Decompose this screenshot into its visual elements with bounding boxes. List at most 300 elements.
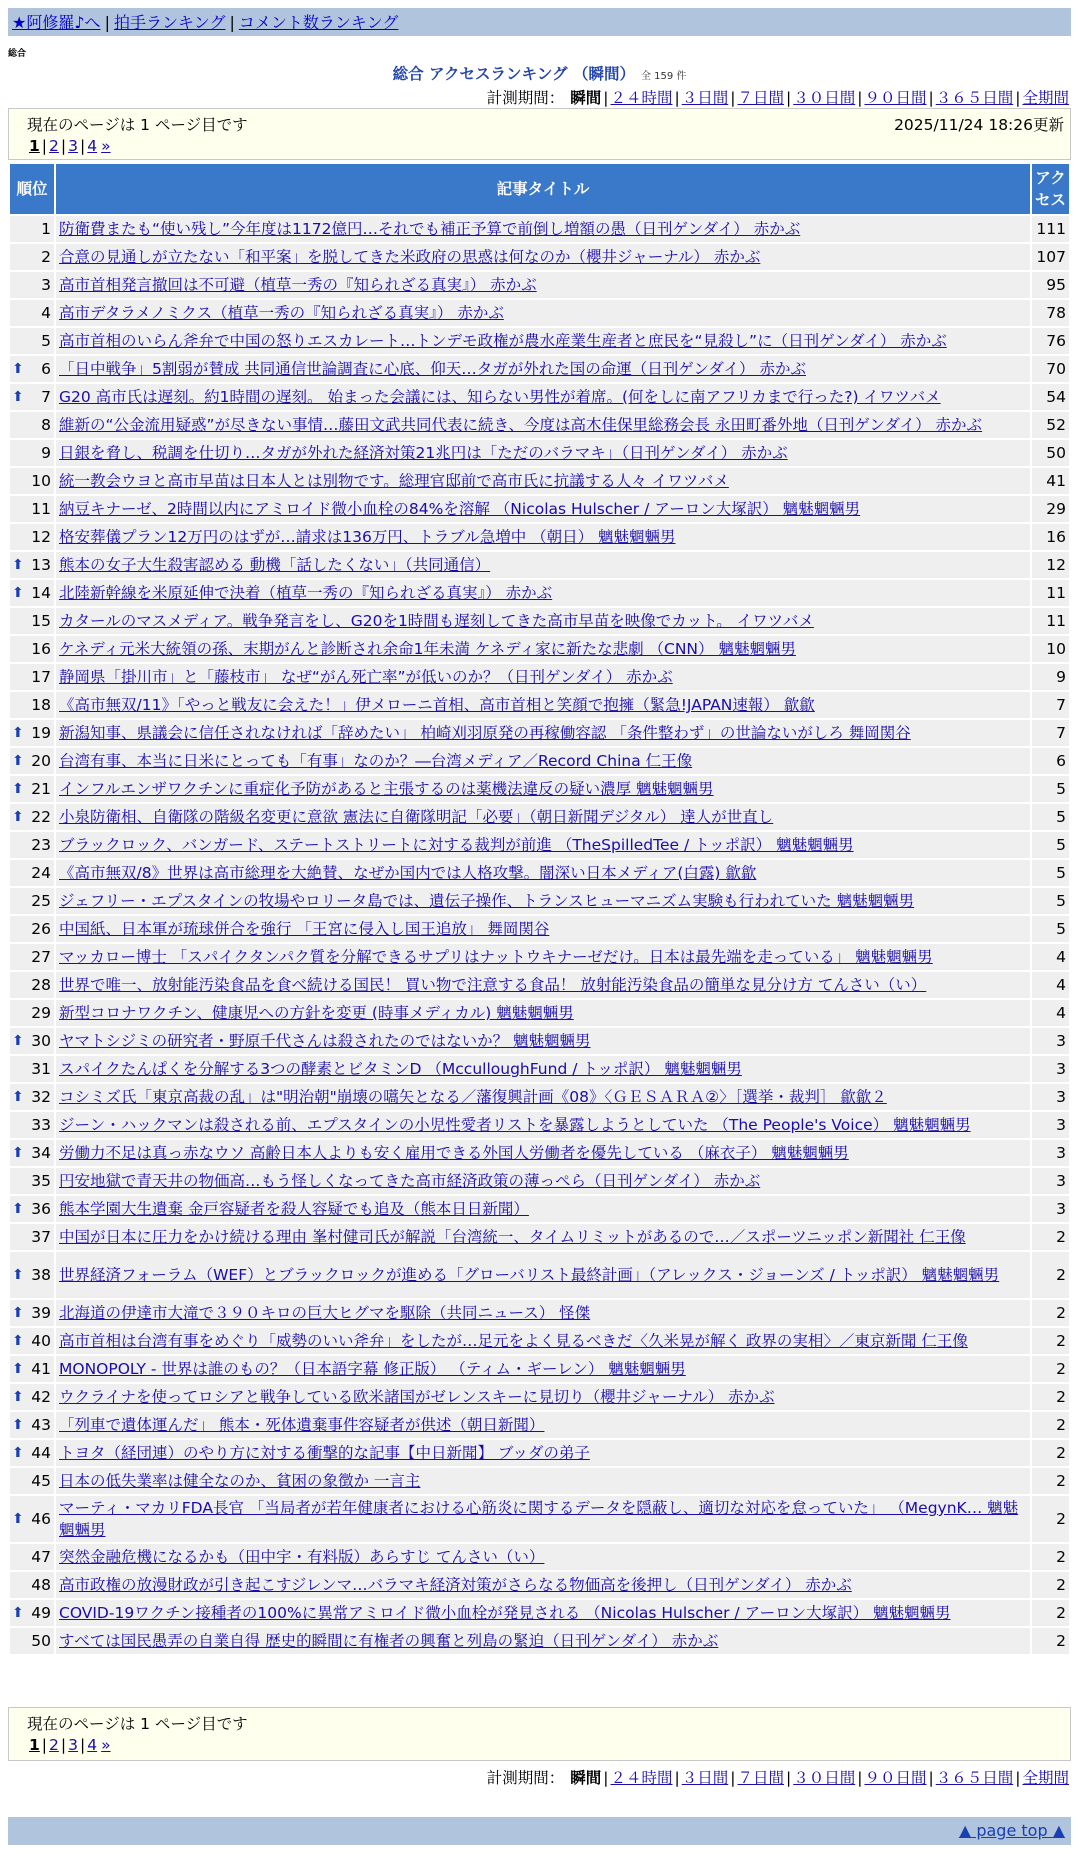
page-status: 現在のページは 1 ページ目です [27, 116, 248, 134]
access-count: 41 [1032, 468, 1069, 494]
table-row [10, 580, 1069, 606]
rank-cell [10, 1224, 54, 1250]
ranking-table [8, 162, 1071, 1656]
table-row [10, 832, 1069, 858]
table-row [10, 888, 1069, 914]
access-count: 2 [1032, 1572, 1069, 1598]
rank-number: 3 [41, 276, 51, 294]
title-cell [56, 804, 1030, 830]
rank-cell [10, 1112, 54, 1138]
rank-number: 10 [31, 472, 51, 490]
title-header: 記事タイトル [56, 164, 1030, 214]
rank-number: 4 [41, 304, 51, 322]
up-arrow-icon: ⬆ [12, 1089, 24, 1105]
page-link[interactable]: 4 [87, 1736, 98, 1754]
access-count: 3 [1032, 1112, 1069, 1138]
article-link[interactable]: 格安葬儀プラン12万円のはずが…請求は136万円、トラブル急増中 （朝日） 魑魅魍魎男 [59, 528, 676, 546]
rank-cell [10, 524, 54, 550]
article-link[interactable]: 維新の“公金流用疑惑”が尽きない事情…藤田文武共同代表に続き、今度は高木佳保里総務会長 永田町番外地（日刊ゲンダイ） 赤かぶ [59, 416, 983, 434]
title-cell [56, 1544, 1030, 1570]
rank-number: 35 [31, 1172, 51, 1190]
access-count: 2 [1032, 1300, 1069, 1326]
rank-cell [10, 300, 54, 326]
up-arrow-icon: ⬆ [12, 389, 24, 405]
rank-cell [10, 412, 54, 438]
access-count: 7 [1032, 692, 1069, 718]
rank-cell [10, 720, 54, 746]
separator: | [928, 89, 934, 107]
period-current: 瞬間 [570, 89, 602, 107]
title-cell [56, 244, 1030, 270]
period-link[interactable]: ９０日間 [864, 1769, 927, 1787]
access-count: 5 [1032, 804, 1069, 830]
period-link[interactable]: ３０日間 [793, 1769, 856, 1787]
access-count: 11 [1032, 580, 1069, 606]
page-title: 総合 アクセスランキング （瞬間） [392, 65, 635, 83]
separator: | [674, 1769, 680, 1787]
table-row [10, 664, 1069, 690]
article-link[interactable]: 円安地獄で青天井の物価高…もう怪しくなってきた高市経済政策の薄っぺら（日刊ゲンダイ） 赤かぶ [59, 1172, 761, 1190]
table-row [10, 748, 1069, 774]
page-current: 1 [29, 137, 40, 155]
separator: | [603, 89, 609, 107]
rank-cell [10, 216, 54, 242]
title-cell [56, 1252, 1030, 1298]
article-link[interactable]: 日銀を脅し、税調を仕切り…タガが外れた経済対策21兆円は「ただのバラマキ」（日刊ゲンダイ） 赤かぶ [59, 444, 788, 462]
table-row [10, 1496, 1069, 1542]
title-cell [56, 860, 1030, 886]
next-page-link[interactable]: » [101, 137, 111, 155]
access-header: アクセス [1032, 164, 1069, 214]
table-row [10, 244, 1069, 270]
rank-number: 42 [31, 1388, 51, 1406]
article-link[interactable]: 世界で唯一、放射能汚染食品を食べ続ける国民！ 買い物で注意する食品！ 放射能汚染食品の簡単な見分け方 てんさい（い） [59, 976, 927, 994]
article-link[interactable]: 小泉防衛相、自衛隊の階級名変更に意欲 憲法に自衛隊明記「必要」（朝日新聞デジタル） 達人が世直し [59, 808, 774, 826]
period-selector-top [487, 86, 1071, 108]
article-link[interactable]: ヤマトシジミの研究者・野原千代さんは殺されたのではないか？ 魑魅魍魎男 [59, 1032, 591, 1050]
title-cell [56, 440, 1030, 466]
rank-number: 43 [31, 1416, 51, 1434]
rank-number: 31 [31, 1060, 51, 1078]
ranking-rows [10, 216, 1069, 1654]
page-info-top [8, 108, 1071, 160]
title-cell [56, 664, 1030, 690]
title-cell [56, 1412, 1030, 1438]
article-link[interactable]: 防衛費またも“使い残し”今年度は1172億円…それでも補正予算で前倒し増額の愚（日刊ゲンダイ） 赤かぶ [59, 220, 801, 238]
rank-cell [10, 944, 54, 970]
title-cell [56, 496, 1030, 522]
period-link[interactable]: 全期間 [1022, 1769, 1069, 1787]
article-link[interactable]: 高市首相発言撤回は不可避（植草一秀の『知られざる真実』） 赤かぶ [59, 276, 537, 294]
article-link[interactable]: すべては国民愚弄の自業自得 歴史的瞬間に有権者の興奮と列島の緊迫（日刊ゲンダイ） 赤かぶ [59, 1632, 719, 1650]
period-link[interactable]: ２４時間 [610, 89, 673, 107]
access-count: 2 [1032, 1328, 1069, 1354]
title-cell [56, 1600, 1030, 1626]
rank-cell [10, 1384, 54, 1410]
article-link[interactable]: 高市首相は台湾有事をめぐり「威勢のいい斧弁」をしたが…足元をよく見るべきだ〈久米晃が解く 政界の実相〉／東京新聞 仁王像 [59, 1332, 968, 1350]
rank-number: 36 [31, 1200, 51, 1218]
period-link[interactable]: ２４時間 [610, 1769, 673, 1787]
title-cell [56, 412, 1030, 438]
rank-number: 30 [31, 1032, 51, 1050]
table-row [10, 1384, 1069, 1410]
rank-cell [10, 1028, 54, 1054]
table-row [10, 356, 1069, 382]
article-link[interactable]: 高市政権の放漫財政が引き起こすジレンマ…バラマキ経済対策がさらなる物価高を後押し（日刊ゲンダイ） 赤かぶ [59, 1576, 852, 1594]
up-arrow-icon: ⬆ [12, 1605, 24, 1621]
article-link[interactable]: COVID-19ワクチン接種者の100%に異常アミロイド微小血栓が発見される （Nicolas Hulscher / アーロン大塚訳） 魑魅魍魎男 [59, 1604, 951, 1622]
title-cell [56, 692, 1030, 718]
article-link[interactable]: MONOPOLY - 世界は誰のもの？（日本語字幕 修正版） （ティム・ギーレン） 魑魅魍魎男 [59, 1360, 686, 1378]
table-row [10, 692, 1069, 718]
rank-number: 49 [31, 1604, 51, 1622]
rank-cell [10, 356, 54, 382]
article-link[interactable]: 《高市無双/11》「やっと戦友に会えた！」伊メローニ首相、高市首相と笑顔で抱擁（緊急!JAPAN速報） 歙歙 [59, 696, 815, 714]
article-link[interactable]: マーティ・マカリFDA長官 「当局者が若年健康者における心筋炎に関するデータを隠蔽し、適切な対応を怠っていた」 （MegynK… 魑魅魍魎男 [59, 1499, 1019, 1539]
title-cell [56, 1328, 1030, 1354]
rank-cell [10, 1600, 54, 1626]
article-link[interactable]: 「列車で遺体運んだ」 熊本・死体遺棄事件容疑者が供述（朝日新聞） [59, 1416, 545, 1434]
table-row [10, 1196, 1069, 1222]
comment-ranking-link[interactable]: コメント数ランキング [238, 13, 399, 32]
rank-number: 46 [31, 1510, 51, 1528]
access-count: 52 [1032, 412, 1069, 438]
article-link[interactable]: 熊本学園大生遺棄 金戸容疑者を殺人容疑でも追及（熊本日日新聞） [59, 1200, 529, 1218]
title-cell [56, 776, 1030, 802]
rank-cell [10, 1440, 54, 1466]
rank-cell [10, 1168, 54, 1194]
title-cell [56, 1572, 1030, 1598]
title-cell [56, 300, 1030, 326]
page-link[interactable]: 4 [87, 137, 98, 155]
rank-number: 8 [41, 416, 51, 434]
period-link[interactable]: ７日間 [737, 1769, 784, 1787]
rank-cell [10, 832, 54, 858]
title-cell [56, 748, 1030, 774]
period-link[interactable]: ３日間 [681, 1769, 729, 1787]
period-link[interactable]: ３日間 [681, 89, 729, 107]
article-link[interactable]: 世界経済フォーラム（WEF）とブラックロックが進める「グローバリスト最終計画」（アレックス・ジョーンズ / トッポ訳） 魑魅魍魎男 [59, 1266, 1000, 1284]
rank-cell [10, 272, 54, 298]
rank-number: 41 [31, 1360, 51, 1378]
rank-cell [10, 1572, 54, 1598]
rank-number: 2 [41, 248, 51, 266]
table-row [10, 1328, 1069, 1354]
separator: | [857, 89, 863, 107]
rank-cell [10, 1412, 54, 1438]
access-count: 2 [1032, 1356, 1069, 1382]
article-link[interactable]: ブラックロック、バンガード、ステートストリートに対する裁判が前進 （TheSpilledTee / トッポ訳） 魑魅魍魎男 [59, 836, 854, 854]
rank-cell [10, 244, 54, 270]
article-link[interactable]: 熊本の女子大生殺害認める 動機「話したくない」（共同通信） [59, 556, 491, 574]
item-count: 全 159 件 [640, 71, 687, 82]
article-link[interactable]: マッカロー博士 「スパイクタンパク質を分解できるサプリはナットウキナーゼだけ。日本は最先端を走っている」 魑魅魍魎男 [59, 948, 933, 966]
table-row [10, 944, 1069, 970]
page-link[interactable]: 3 [68, 137, 79, 155]
separator: | [41, 1736, 48, 1754]
title-cell [56, 272, 1030, 298]
updated-time: 2025/11/24 18:26更新 [894, 116, 1064, 134]
article-link[interactable]: 新潟知事、県議会に信任されなければ「辞めたい」 柏崎刈羽原発の再稼働容認 「条件整わず」の世論ないがしろ 舞岡関谷 [59, 724, 911, 742]
title-cell [56, 1300, 1030, 1326]
access-count: 12 [1032, 552, 1069, 578]
up-arrow-icon: ⬆ [12, 1145, 24, 1161]
rank-number: 20 [31, 752, 51, 770]
rank-number: 28 [31, 976, 51, 994]
table-row [10, 1356, 1069, 1382]
access-count: 2 [1032, 1544, 1069, 1570]
article-link[interactable]: 北海道の伊達市大滝で３９０キロの巨大ヒグマを駆除（共同ニュース） 怪傑 [59, 1304, 591, 1322]
article-link[interactable]: カタールのマスメディア。戦争発言をし、G20を1時間も遅刻してきた高市早苗を映像でカット。 イワツバメ [59, 612, 814, 630]
article-link[interactable]: 突然金融危機になるかも（田中宇・有料版）あらすじ てんさい（い） [59, 1548, 545, 1566]
separator: | [80, 1736, 86, 1754]
title-cell [56, 1628, 1030, 1654]
up-arrow-icon: ⬆ [12, 1305, 24, 1321]
article-link[interactable]: ジェフリー・エプスタインの牧場やロリータ島では、遺伝子操作、トランスヒューマニズム実験も行われていた 魑魅魍魎男 [59, 892, 915, 910]
table-row [10, 1300, 1069, 1326]
title-cell [56, 972, 1030, 998]
up-arrow-icon: ⬆ [12, 1417, 24, 1433]
article-link[interactable]: ジーン・ハックマンは殺される前、エプスタインの小児性愛者リストを暴露しようとしていた （The People's Voice） 魑魅魍魎男 [59, 1116, 971, 1134]
separator: | [60, 1736, 67, 1754]
article-link[interactable]: 日本の低失業率は健全なのか、貧困の象徴か 一言主 [59, 1472, 421, 1490]
page-link[interactable]: 2 [49, 1736, 59, 1754]
up-arrow-icon: ⬆ [12, 1267, 24, 1283]
separator: | [730, 1769, 736, 1787]
title-cell [56, 552, 1030, 578]
article-link[interactable]: 《高市無双/8》世界は高市総理を大絶賛、なぜか国内では人格攻撃。闇深い日本メディア(白露) 歙歙 [59, 864, 757, 882]
rank-number: 13 [31, 556, 51, 574]
rank-number: 27 [31, 948, 51, 966]
rank-cell [10, 972, 54, 998]
table-row [10, 1000, 1069, 1026]
rank-number: 23 [31, 836, 51, 854]
up-arrow-icon: ⬆ [12, 557, 24, 573]
access-count: 78 [1032, 300, 1069, 326]
access-count: 9 [1032, 664, 1069, 690]
table-row [10, 272, 1069, 298]
rank-cell [10, 916, 54, 942]
rank-number: 44 [31, 1444, 51, 1462]
separator: | [1015, 1769, 1021, 1787]
page-current: 1 [29, 1736, 40, 1754]
access-count: 5 [1032, 888, 1069, 914]
period-link[interactable]: ９０日間 [864, 89, 927, 107]
access-count: 2 [1032, 1440, 1069, 1466]
rank-number: 33 [31, 1116, 51, 1134]
rank-cell [10, 888, 54, 914]
table-row [10, 384, 1069, 410]
rank-number: 21 [31, 780, 51, 798]
rank-cell [10, 636, 54, 662]
article-link[interactable]: 合意の見通しが立たない「和平案」を脱してきた米政府の思惑は何なのか（櫻井ジャーナル） 赤かぶ [59, 248, 761, 266]
period-link[interactable]: ３６５日間 [935, 1769, 1014, 1787]
rank-number: 26 [31, 920, 51, 938]
access-count: 70 [1032, 356, 1069, 382]
article-link[interactable]: ケネディ元米大統領の孫、末期がんと診断され余命1年未満 ケネディ家に新たな悲劇 （CNN） 魑魅魍魎男 [59, 640, 796, 658]
table-row [10, 524, 1069, 550]
rank-cell [10, 1196, 54, 1222]
rank-number: 40 [31, 1332, 51, 1350]
rank-number: 24 [31, 864, 51, 882]
table-row [10, 1412, 1069, 1438]
article-link[interactable]: ウクライナを使ってロシアと戦争している欧米諸国がゼレンスキーに見切り（櫻井ジャーナル） 赤かぶ [59, 1388, 775, 1406]
article-link[interactable]: コシミズ氏「東京高裁の乱」は"明治朝"崩壊の嚆矢となる／藩復興計画《08》〈ＧＥＳＡＲＡ②〉［選挙・裁判］ 歙歙２ [59, 1088, 887, 1106]
rank-cell [10, 1056, 54, 1082]
table-row [10, 468, 1069, 494]
access-count: 2 [1032, 1600, 1069, 1626]
article-link[interactable]: 高市デタラメノミクス（植草一秀の『知られざる真実』） 赤かぶ [59, 304, 504, 322]
next-page-link[interactable]: » [101, 1736, 111, 1754]
period-label: 計測期間： [486, 89, 565, 107]
separator: | [603, 1769, 609, 1787]
page-link[interactable]: 3 [68, 1736, 79, 1754]
access-count: 107 [1032, 244, 1069, 270]
article-link[interactable]: 納豆キナーゼ、2時間以内にアミロイド微小血栓の84%を溶解 （Nicolas Hulscher / アーロン大塚訳） 魑魅魍魎男 [59, 500, 861, 518]
title-cell [56, 916, 1030, 942]
rank-number: 34 [31, 1144, 51, 1162]
up-arrow-icon: ⬆ [12, 1361, 24, 1377]
page-info-bottom [8, 1707, 1071, 1761]
title-cell [56, 1224, 1030, 1250]
access-count: 3 [1032, 1084, 1069, 1110]
separator: | [730, 89, 736, 107]
access-count: 4 [1032, 1000, 1069, 1026]
separator: | [104, 13, 110, 32]
period-link[interactable]: ３６５日間 [935, 89, 1014, 107]
rank-cell [10, 1544, 54, 1570]
title-cell [56, 832, 1030, 858]
separator: | [674, 89, 680, 107]
rank-cell [10, 664, 54, 690]
title-cell [56, 468, 1030, 494]
access-count: 2 [1032, 1628, 1069, 1654]
separator: | [60, 137, 67, 155]
rank-number: 25 [31, 892, 51, 910]
home-link[interactable]: ★阿修羅♪へ [12, 13, 101, 32]
table-row [10, 1084, 1069, 1110]
rank-cell [10, 608, 54, 634]
separator: | [41, 137, 48, 155]
title-cell [56, 1468, 1030, 1494]
access-count: 2 [1032, 1468, 1069, 1494]
access-count: 11 [1032, 608, 1069, 634]
rank-cell [10, 1356, 54, 1382]
title-cell [56, 720, 1030, 746]
access-count: 5 [1032, 776, 1069, 802]
period-link[interactable]: 全期間 [1022, 89, 1069, 107]
table-row [10, 720, 1069, 746]
access-count: 5 [1032, 916, 1069, 942]
table-row [10, 860, 1069, 886]
article-link[interactable]: 新型コロナワクチン、健康児への方針を変更 (時事メディカル) 魑魅魍魎男 [59, 1004, 574, 1022]
title-cell [56, 1356, 1030, 1382]
rank-cell [10, 1300, 54, 1326]
title-cell [56, 1112, 1030, 1138]
article-link[interactable]: 北陸新幹線を米原延伸で決着（植草一秀の『知られざる真実』） 赤かぶ [59, 584, 553, 602]
period-link[interactable]: ７日間 [737, 89, 784, 107]
rank-number: 16 [31, 640, 51, 658]
rank-number: 5 [41, 332, 51, 350]
access-count: 95 [1032, 272, 1069, 298]
table-row [10, 300, 1069, 326]
article-link[interactable]: トヨタ（経団連）のやり方に対する衝撃的な記事【中日新聞】 ブッダの弟子 [59, 1444, 590, 1462]
table-row [10, 216, 1069, 242]
rank-header: 順位 [10, 164, 54, 214]
article-link[interactable]: 台湾有事、本当に日米にとっても「有事」なのか？―台湾メディア／Record China 仁王像 [59, 752, 693, 770]
access-count: 4 [1032, 972, 1069, 998]
title-cell [56, 328, 1030, 354]
title-cell [56, 1056, 1030, 1082]
access-count: 5 [1032, 832, 1069, 858]
rank-cell [10, 1252, 54, 1298]
rank-number: 12 [31, 528, 51, 546]
table-row [10, 1544, 1069, 1570]
article-link[interactable]: 統一教会ウヨと高市早苗は日本人とは別物です。総理官邸前で高市氏に抗議する人々 イワツバメ [59, 472, 729, 490]
table-row [10, 972, 1069, 998]
up-arrow-icon: ⬆ [12, 809, 24, 825]
article-link[interactable]: 静岡県「掛川市」と「藤枝市」 なぜ“がん死亡率”が低いのか？（日刊ゲンダイ） 赤かぶ [59, 668, 673, 686]
title-cell [56, 1084, 1030, 1110]
top-navigation [8, 8, 1071, 36]
article-link[interactable]: 労働力不足は真っ赤なウソ 高齢日本人よりも安く雇用できる外国人労働者を優先している （麻衣子） 魑魅魍魎男 [59, 1144, 849, 1162]
pagination-bottom [27, 1736, 113, 1754]
up-arrow-icon: ⬆ [12, 753, 24, 769]
access-count: 76 [1032, 328, 1069, 354]
access-count: 29 [1032, 496, 1069, 522]
access-count: 10 [1032, 636, 1069, 662]
table-row [10, 1440, 1069, 1466]
rank-cell [10, 580, 54, 606]
rank-number: 48 [31, 1576, 51, 1594]
rank-number: 6 [41, 360, 51, 378]
rank-number: 50 [31, 1632, 51, 1650]
article-link[interactable]: 中国が日本に圧力をかけ続ける理由 峯村健司氏が解説「台湾統一、タイムリミットがあるので…／スポーツニッポン新聞社 仁王像 [59, 1228, 966, 1246]
period-selector-bottom [487, 1766, 1071, 1788]
article-link[interactable]: 高市首相のいらん斧弁で中国の怒りエスカレート…トンデモ政権が農水産業生産者と庶民を“見殺し”に（日刊ゲンダイ） 赤かぶ [59, 332, 947, 350]
up-arrow-icon: ⬆ [12, 1511, 24, 1527]
period-label: 計測期間： [486, 1769, 565, 1787]
title-cell [56, 1140, 1030, 1166]
rank-number: 22 [31, 808, 51, 826]
rank-cell [10, 1000, 54, 1026]
rank-number: 11 [31, 500, 51, 518]
period-link[interactable]: ３０日間 [793, 89, 856, 107]
rank-cell [10, 748, 54, 774]
article-link[interactable]: インフルエンザワクチンに重症化予防があると主張するのは薬機法違反の疑い濃厚 魑魅魍魎男 [59, 780, 714, 798]
access-count: 3 [1032, 1168, 1069, 1194]
article-link[interactable]: 中国紙、日本軍が琉球併合を強行 「王宮に侵入し国王追放」 舞岡関谷 [59, 920, 550, 938]
article-link[interactable]: G20 高市氏は遅刻。約1時間の遅刻。 始まった会議には、知らない男性が着席。(何をしに南アフリカまで行った?) イワツバメ [59, 388, 941, 406]
table-row [10, 1168, 1069, 1194]
page-top-link[interactable]: ▲ page top ▲ [958, 1821, 1065, 1840]
table-row [10, 412, 1069, 438]
access-count: 2 [1032, 1496, 1069, 1542]
article-link[interactable]: スパイクたんぱくを分解する3つの酵素とビタミンD （McculloughFund / トッポ訳） 魑魅魍魎男 [59, 1060, 742, 1078]
rank-cell [10, 692, 54, 718]
title-cell [56, 1496, 1030, 1542]
bottom-bar [8, 1817, 1071, 1845]
clap-ranking-link[interactable]: 拍手ランキング [113, 13, 226, 32]
article-link[interactable]: 「日中戦争」5割弱が賛成 共同通信世論調査に心底、仰天…タガが外れた国の命運（日刊ゲンダイ） 赤かぶ [59, 360, 806, 378]
rank-cell [10, 1628, 54, 1654]
access-count: 3 [1032, 1028, 1069, 1054]
table-row [10, 1140, 1069, 1166]
title-cell [56, 1384, 1030, 1410]
rank-cell [10, 1328, 54, 1354]
title-cell [56, 384, 1030, 410]
page-link[interactable]: 2 [49, 137, 59, 155]
